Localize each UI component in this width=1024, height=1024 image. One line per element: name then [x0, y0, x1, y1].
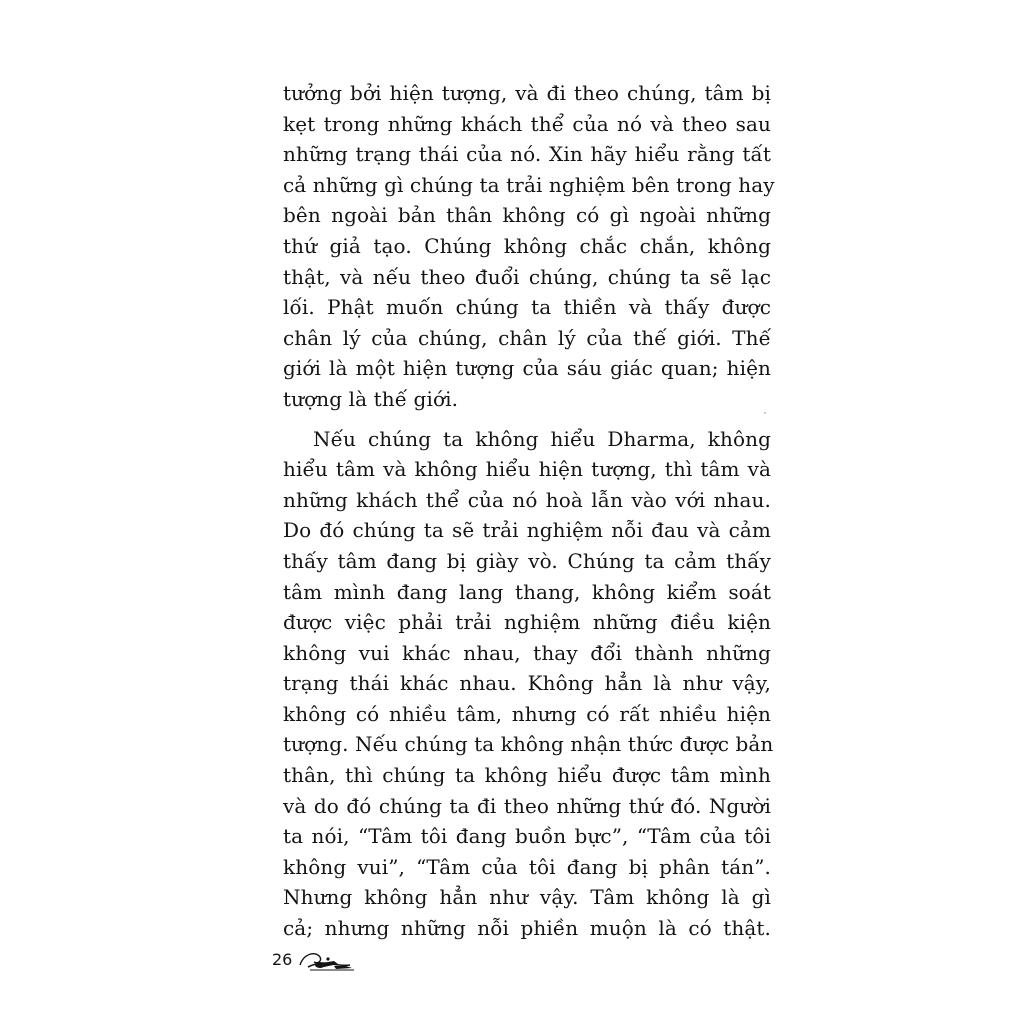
- paragraph-gap: [283, 415, 771, 424]
- paper-speck: [764, 412, 766, 414]
- text-line: tượng là thế giới.: [283, 386, 459, 411]
- text-line: thật, và nếu theo đuổi chúng, chúng ta sẽ lạc: [283, 264, 771, 289]
- text-line: những khách thể của nó hoà lẫn vào với nhau.: [283, 487, 771, 512]
- body-text: [283, 78, 775, 944]
- text-line: thứ giả tạo. Chúng không chắc chắn, không: [283, 233, 771, 258]
- text-line: tưởng bởi hiện tượng, và đi theo chúng, tâm bị: [283, 81, 771, 105]
- text-line: những trạng thái của nó. Xin hãy hiểu rằng tất: [283, 142, 771, 167]
- text-line: hiểu tâm và không hiểu hiện tượng, thì tâm và: [283, 457, 771, 482]
- text-line: ta nói, “Tâm tôi đang buồn bực”, “Tâm của tôi: [283, 824, 771, 849]
- text-line: và do đó chúng ta đi theo những thứ đó. Người: [283, 793, 771, 818]
- text-line: được việc phải trải nghiệm những điều kiện: [283, 610, 771, 635]
- text-line: cả những gì chúng ta trải nghiệm bên trong hay: [283, 172, 775, 197]
- page-number: 26: [272, 949, 293, 969]
- text-line: Nếu chúng ta không hiểu Dharma, không: [313, 426, 771, 451]
- text-line: lối. Phật muốn chúng ta thiền và thấy được: [283, 295, 771, 320]
- paragraph-1: [283, 78, 775, 415]
- text-line: trạng thái khác nhau. Không hẳn là như vậy,: [283, 671, 771, 696]
- text-line: giới là một hiện tượng của sáu giác quan; hiện: [283, 356, 771, 381]
- text-line: không có nhiều tâm, nhưng có rất nhiều hiện: [283, 701, 771, 726]
- text-line: thân, thì chúng ta không hiểu được tâm mình: [283, 763, 771, 788]
- page-footer: [272, 944, 356, 974]
- text-line: Nhưng không hẳn như vậy. Tâm không là gì: [283, 885, 771, 910]
- reclining-figure-icon: [294, 945, 356, 973]
- text-line: Do đó chúng ta sẽ trải nghiệm nỗi đau và cảm: [283, 518, 771, 543]
- text-line: kẹt trong những khách thể của nó và theo sau: [283, 111, 771, 136]
- text-line: bên ngoài bản thân không có gì ngoài những: [283, 203, 771, 228]
- text-line: tượng. Nếu chúng ta không nhận thức được bản: [283, 732, 774, 757]
- text-line: thấy tâm đang bị giày vò. Chúng ta cảm thấy: [283, 548, 771, 573]
- text-line: cả; nhưng những nỗi phiền muộn là có thật.: [283, 916, 771, 941]
- paragraph-2: [283, 424, 774, 944]
- text-line: chân lý của chúng, chân lý của thế giới. Thế: [283, 325, 771, 350]
- text-line: không vui”, “Tâm của tôi đang bị phân tán”.: [283, 854, 771, 879]
- text-line: không vui khác nhau, thay đổi thành những: [283, 640, 771, 665]
- text-line: tâm mình đang lang thang, không kiểm soát: [283, 579, 771, 604]
